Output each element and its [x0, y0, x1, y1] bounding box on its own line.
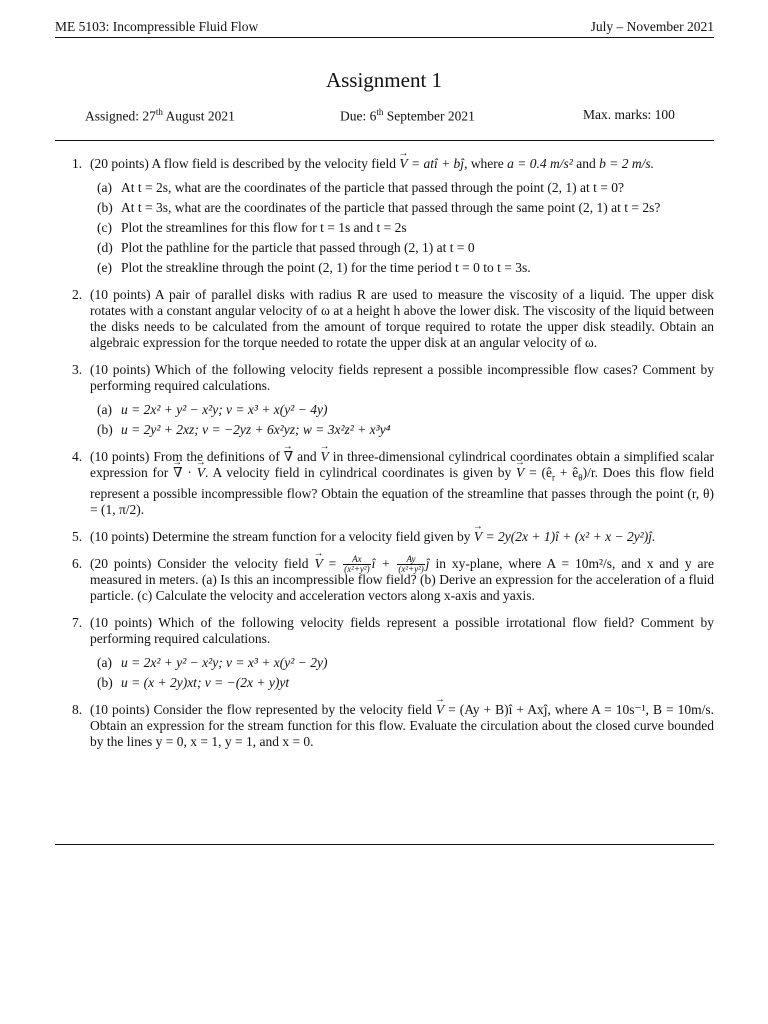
subquestion-list — [90, 180, 714, 276]
question-text: (10 points) Which of the following velocity fields represent a possible incompressible flow cases? Comment by performing required calculations. — [90, 362, 714, 393]
question-number: 4. — [72, 449, 83, 464]
assignment-title: Assignment 1 — [325, 68, 443, 92]
course-title: ME 5103: Incompressible Fluid Flow — [55, 19, 259, 34]
velocity-vector-symbol: → V — [436, 702, 444, 718]
question-number: 7. — [72, 614, 83, 630]
subquestion: (b) u = 2y² + 2xz; v = −2yz + 6x²yz; w = 3x²z² + x³y⁴ — [97, 422, 391, 437]
nabla-vector-symbol: → ∇ — [284, 449, 293, 465]
footer-rule — [55, 844, 714, 845]
subquestion-list — [90, 655, 714, 691]
question-number: 5. — [72, 528, 83, 544]
velocity-vector-symbol: → V — [321, 449, 329, 465]
course-term: July – November 2021 — [590, 19, 714, 34]
velocity-vector-symbol: → V — [197, 465, 205, 481]
velocity-vector-symbol: → V — [314, 556, 322, 572]
subquestion: (a) u = 2x² + y² − x²y; v = x³ + x(y² − 4y) — [97, 402, 328, 417]
meta-rule — [55, 140, 714, 141]
question-number: 3. — [72, 362, 83, 377]
subquestion: (e) Plot the streakline through the point (2, 1) for the time period t = 0 to t = 3s. — [97, 260, 531, 275]
question-text: (10 points) A pair of parallel disks with radius R are used to measure the viscosity of a liquid. The upper disk rotates with a constant angular velocity of ω at a height h above the lower disk. The viscosity of the liquid between the disks needs to be calculated from the amount of torque required to rotate the upper disk steadily. Obtain an algebraic expression for the torque needed to rotate the upper disk at an angular velocity of ω. — [90, 287, 714, 350]
question-3 — [55, 362, 714, 438]
question-5: 5. (10 points) Determine the stream function for a velocity field given by → V = 2y(2x + 1)î + (x² + x − 2y²)ĵ. — [55, 529, 714, 545]
due-date: Due: 6th September 2021 — [340, 107, 475, 124]
velocity-vector-symbol: → V — [516, 465, 524, 481]
nabla-vector-symbol: → ∇ — [173, 465, 182, 481]
header-rule — [55, 37, 714, 38]
question-4: 4. (10 points) From the definitions of → ∇ and → V in three-dimensional cylindrical coordinates obtain a simplified scalar expression for → ∇ · → V. A velocity field in cylindrical coordinates is given by → $V = (ê_r$ + $ê_\theta)/r$. Does this flow field represent a possible incompressible flow? Obtain the equation of the streamline that passes through the point (r, θ) = (1, π/2). — [55, 449, 714, 518]
subquestion-list — [90, 402, 714, 438]
question-1: 1. (20 points) A flow field is described by the velocity field → V = atî + bĵ, where a = 0.4 m/s² and b = 2 m/s. (a) At t = 2s, what are the coordinates of the particle that passed through the point (2, 1) at t = 0? (b) At t = 3s, what are the coordinates of the particle that passed through the same point (2, 1) at t = 2s? (c) Plot the streamlines for this flow for t = 1s and t = 2s (d) Plot the pathline for the particle that passed through (2, 1) at t = 0 (e) Plot the streakline through the point (2, 1) for the time period t = 0 to t = 3s. — [55, 156, 714, 276]
question-list — [55, 156, 714, 761]
max-marks: Max. marks: 100 — [583, 107, 675, 122]
question-number: 2. — [72, 287, 83, 302]
subquestion: (d) Plot the pathline for the particle that passed through (2, 1) at t = 0 — [97, 240, 475, 255]
question-2 — [55, 287, 714, 351]
question-7 — [55, 615, 714, 691]
subquestion: (b) u = (x + 2y)xt; v = −(2x + y)yt — [97, 674, 290, 690]
subquestion: (c) Plot the streamlines for this flow for t = 1s and t = 2s — [97, 220, 407, 235]
subquestion: (a) At t = 2s, what are the coordinates of the particle that passed through the point (2, 1) at t = 0? — [97, 180, 624, 195]
fraction: $\frac{Ax}{\text{(x²+y²)}}$ — [344, 554, 370, 575]
assigned-date: Assigned: 27th August 2021 — [85, 107, 235, 124]
question-number: 6. — [72, 555, 83, 571]
subquestion: (b) At t = 3s, what are the coordinates of the particle that passed through the same point (2, 1) at t = 2s? — [97, 200, 661, 215]
velocity-vector-symbol: → V — [474, 529, 482, 545]
question-6: 6. (20 points) Consider the velocity field → V = $\frac{Ax}{\text{(x²+y²)}}$ î + $\frac{Ay}{\text{(x²+y²)}}$ ĵ in xy-plane, where A = 10m²/s, and x and y are measured in meters. (a) Is this an incompressible flow field? (b) Derive an expression for the acceleration of a fluid particle. (c) Calculate the velocity and acceleration vectors along x-axis and yaxis. — [55, 556, 714, 604]
question-number: 8. — [72, 701, 83, 717]
question-8: 8. (10 points) Consider the flow represented by the velocity field → V = (Ay + B)î + Axĵ, where A = 10s⁻¹, B = 10m/s. Obtain an expression for the stream function for this flow. Evaluate the circulation about the closed curve bounded by the lines y = 0, x = 1, y = 1, and x = 0. — [55, 702, 714, 750]
question-text: (10 points) Which of the following velocity fields represent a possible irrotational flow field? Comment by performing required calculations. — [90, 614, 714, 646]
subquestion: (a) u = 2x² + y² − x²y; v = x³ + x(y² − 2y) — [97, 654, 328, 670]
fraction: $\frac{Ay}{\text{(x²+y²)}}$ — [398, 554, 424, 575]
velocity-vector-symbol: → V — [399, 156, 407, 172]
question-number: 1. — [72, 156, 83, 171]
